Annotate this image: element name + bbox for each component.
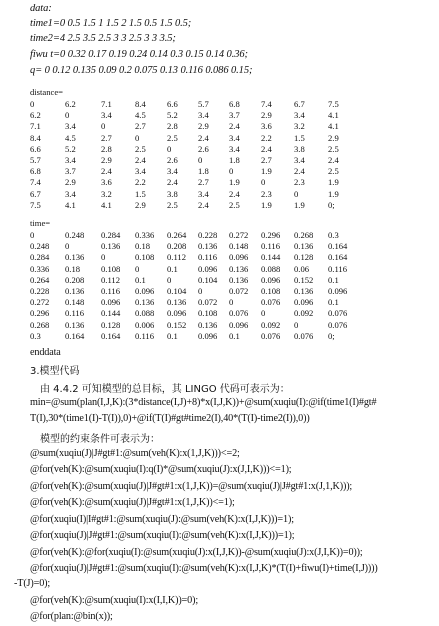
distance-cell: 8.4 [30, 132, 41, 143]
distance-cell: 1.9 [328, 188, 339, 199]
time-cell: 0.3 [30, 330, 41, 341]
time-cell: 0.128 [101, 319, 121, 330]
time-cell: 0.272 [229, 230, 249, 240]
time-cell: 0.144 [101, 308, 121, 319]
distance-cell: 3.7 [65, 166, 76, 177]
distance-cell: 7.5 [30, 199, 41, 210]
fiwu-line: fiwu t=0 0.32 0.17 0.19 0.24 0.14 0.3 0.15 0.14 0.36; [30, 49, 248, 60]
distance-cell: 2.9 [101, 154, 112, 165]
distance-cell: 6.6 [30, 143, 41, 154]
time-cell: 0 [294, 319, 299, 330]
time-cell: 0 [167, 274, 172, 285]
distance-cell: 2.7 [101, 132, 112, 143]
time-cell: 0 [30, 230, 35, 240]
distance-cell: 2.8 [167, 121, 178, 132]
distance-cell: 2.6 [167, 154, 178, 165]
distance-cell: 6.7 [294, 99, 305, 109]
distance-cell: 3.4 [65, 188, 76, 199]
distance-cell: 2.4 [101, 166, 112, 177]
distance-cell: 1.5 [135, 188, 146, 199]
constraint-line: @for(veh(K):@sum(xuqiu(I):x(I,I,K))=0); [30, 595, 199, 606]
time-cell: 0 [135, 263, 140, 274]
time-cell: 0.136 [198, 241, 218, 252]
time-cell: 0.1 [328, 274, 339, 285]
distance-cell: 2.4 [229, 188, 240, 199]
distance-cell: 6.2 [30, 110, 41, 121]
time-cell: 0.116 [261, 241, 281, 252]
distance-cell: 1.9 [294, 199, 305, 210]
time-cell: 0.18 [135, 241, 151, 252]
distance-cell: 5.7 [198, 99, 209, 109]
time-cell: 0.092 [294, 308, 314, 319]
time-cell: 0.3 [328, 230, 339, 240]
distance-cell: 7.1 [30, 121, 41, 132]
data-keyword: data: [30, 3, 52, 14]
distance-cell: 3.6 [261, 121, 272, 132]
distance-cell: 2.5 [167, 132, 178, 143]
distance-cell: 8.4 [135, 99, 146, 109]
distance-cell: 2.7 [198, 177, 209, 188]
distance-cell: 1.5 [294, 132, 305, 143]
distance-cell: 1.9 [229, 177, 240, 188]
time-cell: 0.136 [101, 241, 121, 252]
distance-cell: 2.2 [135, 177, 146, 188]
time-cell: 0.136 [65, 285, 85, 296]
time-cell: 0.136 [135, 297, 155, 308]
distance-cell: 2.3 [294, 177, 305, 188]
time-cell: 0.06 [294, 263, 310, 274]
time-cell: 0.148 [229, 241, 249, 252]
time-cell: 0.164 [328, 252, 348, 263]
time-cell: 0.144 [261, 252, 281, 263]
time-cell: 0.296 [261, 230, 281, 240]
time-cell: 0.136 [229, 263, 249, 274]
distance-cell: 0 [294, 188, 299, 199]
distance-cell: 3.4 [294, 154, 305, 165]
distance-cell: 6.8 [229, 99, 240, 109]
time-cell: 0.096 [229, 252, 249, 263]
distance-cell: 7.1 [101, 99, 112, 109]
constraint-line: @for(xuqiu(I)|I#gt#1:@sum(xuqiu(J):@sum(veh(K):x(I,J,K)))=1); [30, 514, 294, 525]
time-cell: 0.1 [229, 330, 240, 341]
distance-cell: 2.9 [65, 177, 76, 188]
time-cell: 0.284 [30, 252, 50, 263]
time-cell: 0.336 [30, 263, 50, 274]
time-cell: 0 [229, 297, 234, 308]
time-cell: 0.108 [135, 252, 155, 263]
distance-cell: 2.8 [101, 143, 112, 154]
distance-cell: 2.3 [261, 188, 272, 199]
time-cell: 0.096 [135, 285, 155, 296]
distance-cell: 6.2 [65, 99, 76, 109]
time-cell: 0.1 [167, 263, 178, 274]
distance-cell: 4.1 [328, 121, 339, 132]
time-cell: 0.096 [198, 330, 218, 341]
time-cell: 0.116 [101, 285, 121, 296]
time-cell: 0.088 [261, 263, 281, 274]
distance-cell: 2.5 [328, 143, 339, 154]
distance-cell: 0 [261, 177, 266, 188]
time-cell: 0.096 [328, 285, 348, 296]
time-cell: 0.1 [167, 330, 178, 341]
distance-cell: 0 [198, 154, 203, 165]
time-cell: 0.072 [198, 297, 218, 308]
distance-cell: 2.9 [328, 132, 339, 143]
constraint-line: @for(veh(K):@sum(xuqiu(J)|J#gt#1:x(1,J,K))<=1); [30, 497, 235, 508]
distance-cell: 6.8 [30, 166, 41, 177]
distance-cell: 2.4 [135, 154, 146, 165]
constraint-line: @for(xuqiu(J)|J#gt#1:@sum(xuqiu(I):@sum(veh(K):x(I,J,K)*(T(I)+fiwu(I)+time(I,J)))) [30, 563, 378, 574]
time-cell: 0.136 [294, 241, 314, 252]
time-cell: 0.076 [261, 330, 281, 341]
time-cell: 0.268 [294, 230, 314, 240]
time-cell: 0.092 [261, 319, 281, 330]
time-cell: 0 [101, 252, 106, 263]
time-cell: 0.136 [167, 297, 187, 308]
distance-cell: 3.8 [167, 188, 178, 199]
time-cell: 0.104 [198, 274, 218, 285]
time-cell: 0.136 [65, 319, 85, 330]
distance-cell: 3.7 [229, 110, 240, 121]
time-cell: 0.112 [167, 252, 187, 263]
constraint-continuation: -T(J)=0); [14, 578, 51, 589]
enddata-keyword: enddata [30, 347, 61, 358]
time-cell: 0.268 [30, 319, 50, 330]
time-cell: 0.136 [294, 285, 314, 296]
distance-cell: 2.4 [167, 177, 178, 188]
time-cell: 0.1 [135, 274, 146, 285]
constraint-line: @for(veh(K):@for(xuqiu(I):@sum(xuqiu(J):x(I,J,K))-@sum(xuqiu(J):x(J,I,K))=0)); [30, 547, 363, 558]
distance-cell: 2.9 [135, 199, 146, 210]
time-cell: 0.128 [294, 252, 314, 263]
distance-cell: 4.1 [65, 199, 76, 210]
time-cell: 0.108 [261, 285, 281, 296]
intro-text: 由 4.4.2 可知模型的总目标，其 LINGO 代码可表示为： [40, 384, 290, 395]
distance-cell: 3.4 [198, 188, 209, 199]
distance-cell: 1.9 [261, 166, 272, 177]
distance-cell: 3.4 [135, 166, 146, 177]
time-cell: 0.076 [328, 319, 348, 330]
time-cell: 0.116 [135, 330, 155, 341]
distance-cell: 2.4 [294, 166, 305, 177]
distance-cell: 2.4 [198, 132, 209, 143]
distance-cell: 0 [30, 99, 35, 109]
distance-cell: 0 [65, 110, 70, 121]
time-cell: 0.096 [261, 274, 281, 285]
constraint-line: @for(veh(K):@sum(xuqiu(J)|J#gt#1:x(1,J,K))=@sum(xuqiu(J)|J#gt#1:x(J,1,K))); [30, 481, 353, 492]
time-cell: 0.116 [198, 252, 218, 263]
time-cell: 0.164 [328, 241, 348, 252]
distance-cell: 3.4 [101, 110, 112, 121]
time-cell: 0.208 [65, 274, 85, 285]
section-title: 3.模型代码 [30, 366, 80, 377]
distance-cell: 2.5 [229, 199, 240, 210]
distance-cell: 7.4 [30, 177, 41, 188]
distance-cell: 1.9 [261, 199, 272, 210]
distance-cell: 1.8 [198, 166, 209, 177]
distance-cell: 3.4 [229, 132, 240, 143]
time-cell: 0.296 [30, 308, 50, 319]
distance-cell: 4.1 [101, 199, 112, 210]
constraint-line: @for(plan:@bin(x)); [30, 611, 113, 622]
distance-cell: 3.4 [229, 143, 240, 154]
distance-cell: 0 [101, 121, 106, 132]
time-cell: 0.076 [294, 330, 314, 341]
distance-cell: 3.4 [65, 154, 76, 165]
time-cell: 0.076 [328, 308, 348, 319]
distance-cell: 2.5 [135, 143, 146, 154]
time-cell: 0.208 [167, 241, 187, 252]
time-cell: 0.116 [328, 263, 348, 274]
time-cell: 0.088 [135, 308, 155, 319]
constraints-intro: 模型的约束条件可表示为： [40, 434, 160, 445]
distance-cell: 0; [328, 199, 335, 210]
time-label: time= [30, 218, 51, 228]
distance-cell: 4.1 [328, 110, 339, 121]
time-cell: 0.076 [261, 297, 281, 308]
distance-label: distance= [30, 87, 64, 97]
time-cell: 0.136 [198, 319, 218, 330]
distance-cell: 3.6 [101, 177, 112, 188]
time-cell: 0.284 [101, 230, 121, 240]
constraint-line: @for(xuqiu(J)|J#gt#1:@sum(xuqiu(I):@sum(veh(K):x(I,J,K)))=1); [30, 530, 295, 541]
distance-cell: 5.2 [65, 143, 76, 154]
time-cell: 0.006 [135, 319, 155, 330]
distance-cell: 3.2 [294, 121, 305, 132]
distance-cell: 0 [135, 132, 140, 143]
time-cell: 0.072 [229, 285, 249, 296]
time-cell: 0 [198, 285, 203, 296]
time-cell: 0.1 [328, 297, 339, 308]
distance-cell: 2.4 [229, 121, 240, 132]
constraint-line: @sum(xuqiu(J)|J#gt#1:@sum(veh(K):x(1,J,K)))<=2; [30, 448, 240, 459]
distance-cell: 4.5 [135, 110, 146, 121]
time-cell: 0.164 [101, 330, 121, 341]
time1-line: time1=0 0.5 1.5 1 1.5 2 1.5 0.5 1.5 0.5; [30, 18, 192, 29]
time-cell: 0.264 [167, 230, 187, 240]
distance-cell: 2.4 [198, 199, 209, 210]
time-cell: 0.096 [294, 297, 314, 308]
time-cell: 0.152 [167, 319, 187, 330]
time-cell: 0.164 [65, 330, 85, 341]
distance-cell: 5.7 [30, 154, 41, 165]
time-cell: 0.112 [101, 274, 121, 285]
time-cell: 0.336 [135, 230, 155, 240]
distance-cell: 1.9 [328, 177, 339, 188]
distance-cell: 0 [229, 166, 234, 177]
distance-cell: 1.8 [229, 154, 240, 165]
distance-cell: 2.4 [328, 154, 339, 165]
distance-cell: 2.7 [135, 121, 146, 132]
time-cell: 0.108 [198, 308, 218, 319]
time2-line: time2=4 2.5 3.5 2.5 3 3 2.5 3 3 3.5; [30, 33, 176, 44]
time-cell: 0.096 [101, 297, 121, 308]
time-cell: 0.248 [65, 230, 85, 240]
distance-cell: 5.2 [167, 110, 178, 121]
time-cell: 0.096 [198, 263, 218, 274]
time-cell: 0.116 [65, 308, 85, 319]
distance-cell: 2.5 [328, 166, 339, 177]
distance-cell: 6.7 [30, 188, 41, 199]
distance-cell: 3.4 [198, 110, 209, 121]
distance-cell: 3.4 [65, 121, 76, 132]
time-cell: 0.264 [30, 274, 50, 285]
time-cell: 0; [328, 330, 335, 341]
distance-cell: 3.8 [294, 143, 305, 154]
time-cell: 0.096 [229, 319, 249, 330]
time-cell: 0 [261, 308, 266, 319]
distance-cell: 3.4 [294, 110, 305, 121]
distance-cell: 2.2 [261, 132, 272, 143]
time-cell: 0.228 [198, 230, 218, 240]
distance-cell: 0 [167, 143, 172, 154]
objective-line-2: T(I),30*(time1(I)-T(I)),0)+@if(T(I)#gt#time2(I),40*(T(I)-time2(I)),0)) [30, 413, 310, 424]
time-cell: 0.136 [65, 252, 85, 263]
q-line: q= 0 0.12 0.135 0.09 0.2 0.075 0.13 0.116 0.086 0.15; [30, 65, 253, 76]
time-cell: 0.104 [167, 285, 187, 296]
time-cell: 0.228 [30, 285, 50, 296]
time-cell: 0 [65, 241, 70, 252]
objective-line-1: min=@sum(plan(I,J,K):(3*distance(I,J)+8)*x(I,J,K))+@sum(xuqiu(I):@if(time1(I)#gt# [30, 397, 377, 408]
distance-cell: 2.4 [261, 143, 272, 154]
time-cell: 0.076 [229, 308, 249, 319]
distance-cell: 4.5 [65, 132, 76, 143]
distance-cell: 2.9 [261, 110, 272, 121]
time-cell: 0.096 [167, 308, 187, 319]
time-cell: 0.152 [294, 274, 314, 285]
distance-cell: 2.9 [198, 121, 209, 132]
distance-cell: 2.5 [167, 199, 178, 210]
distance-cell: 7.5 [328, 99, 339, 109]
distance-cell: 7.4 [261, 99, 272, 109]
distance-cell: 3.2 [101, 188, 112, 199]
distance-cell: 2.7 [261, 154, 272, 165]
time-cell: 0.108 [101, 263, 121, 274]
time-cell: 0.272 [30, 297, 50, 308]
distance-cell: 2.6 [198, 143, 209, 154]
time-cell: 0.18 [65, 263, 81, 274]
distance-cell: 3.4 [167, 166, 178, 177]
time-cell: 0.148 [65, 297, 85, 308]
constraint-line: @for(veh(K):@sum(xuqiu(I):q(I)*@sum(xuqiu(J):x(J,I,K)))<=1); [30, 464, 292, 475]
distance-cell: 6.6 [167, 99, 178, 109]
time-cell: 0.248 [30, 241, 50, 252]
time-cell: 0.136 [229, 274, 249, 285]
